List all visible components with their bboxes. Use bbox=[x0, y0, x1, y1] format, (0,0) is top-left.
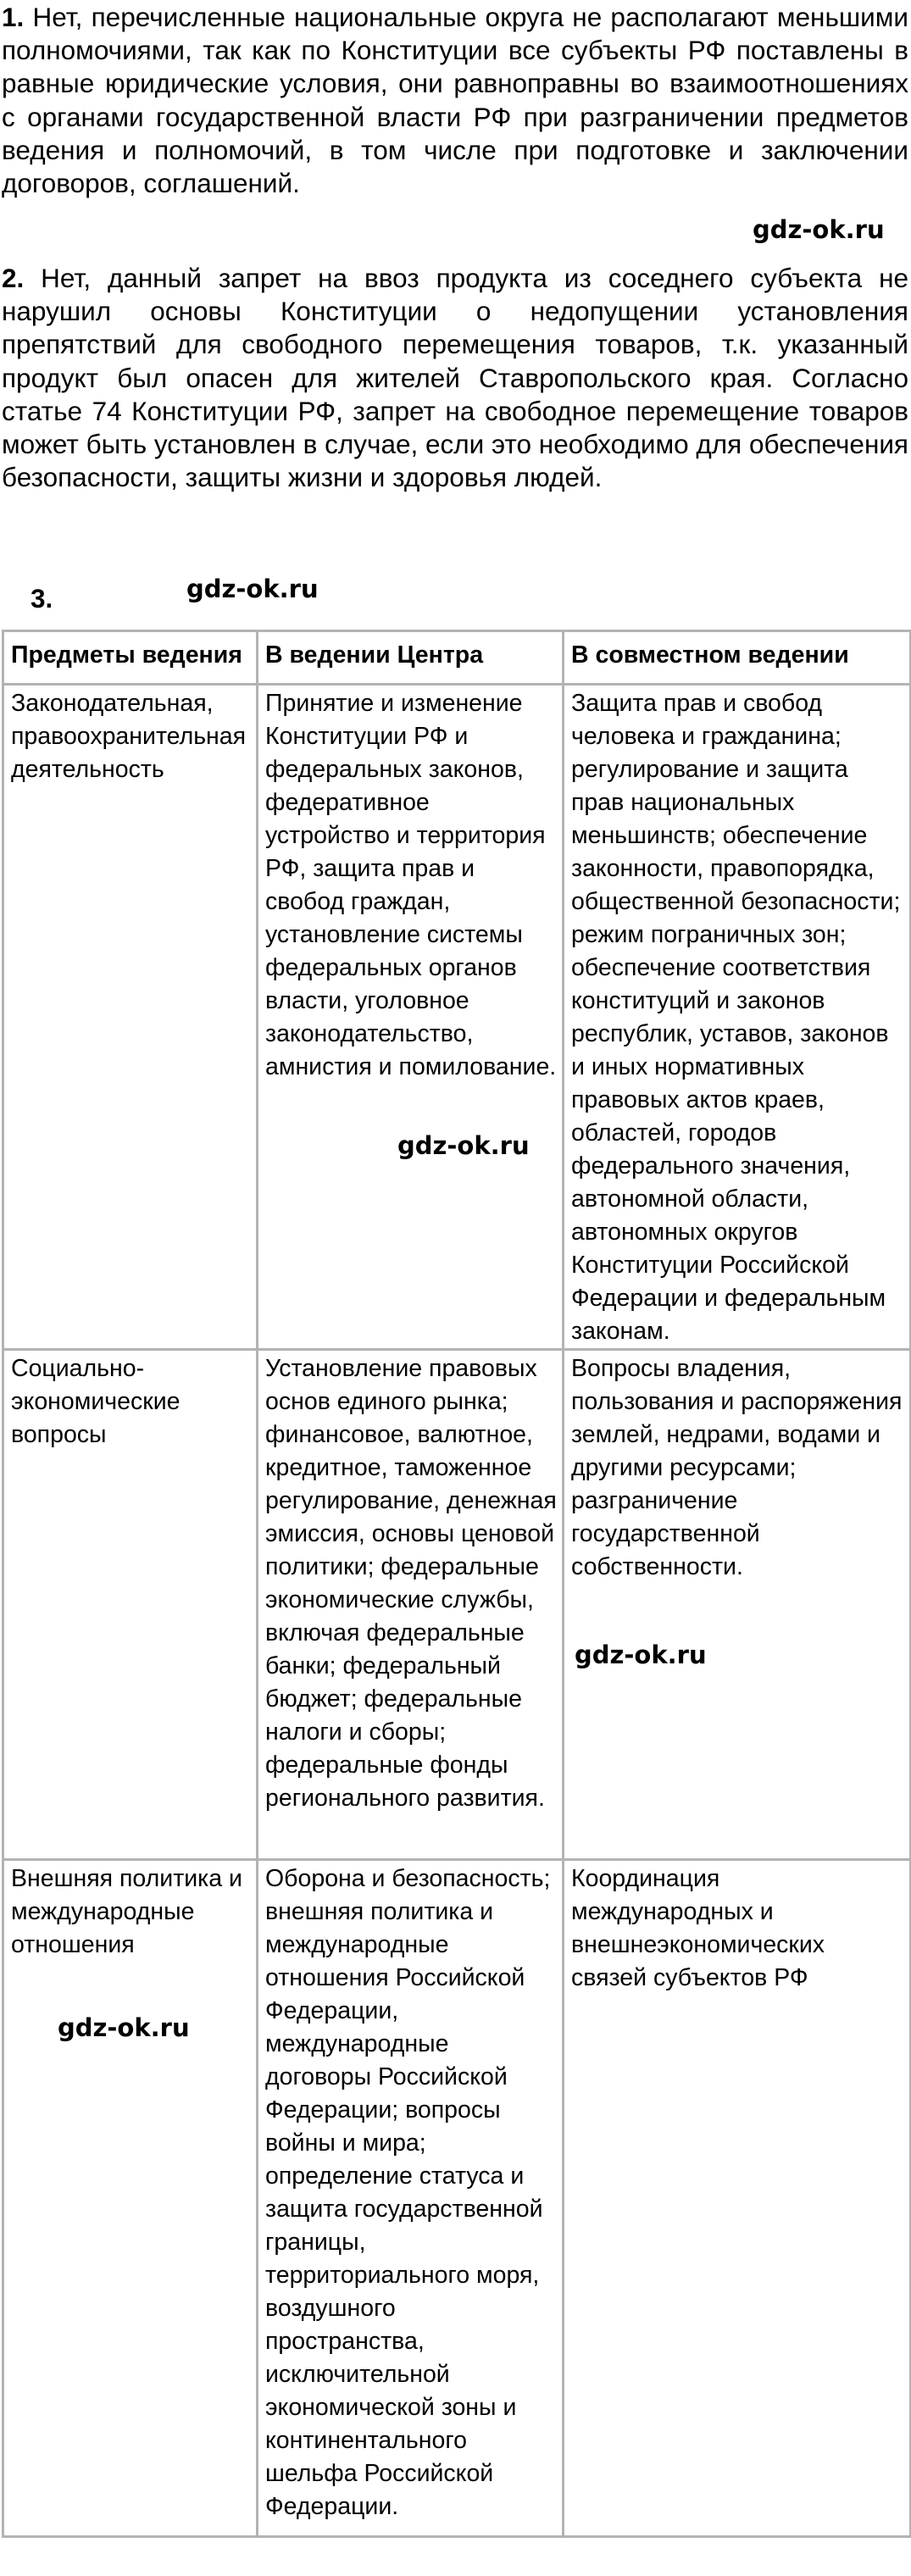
table-cell bbox=[564, 1350, 911, 1860]
cell-text: Социально-экономические вопросы bbox=[11, 1355, 181, 1448]
table-cell bbox=[3, 1350, 258, 1860]
watermark: gdz-ok.ru bbox=[397, 1131, 530, 1160]
table-cell bbox=[3, 1860, 258, 2537]
table-cell bbox=[258, 685, 564, 1350]
cell-text: Законодательная, правоохранительная деятельность bbox=[11, 690, 247, 783]
cell-text: Вопросы владения, пользования и распоряжения землей, недрами, водами и другими ресурсами; разграничение государственной собственности. bbox=[571, 1355, 903, 1580]
table-header-cell: В ведении Центра bbox=[258, 631, 564, 685]
watermark: gdz-ok.ru bbox=[575, 1641, 707, 1669]
table-header-cell: В совместном ведении bbox=[564, 631, 911, 685]
table-row bbox=[3, 1860, 911, 2537]
watermark: gdz-ok.ru bbox=[186, 575, 319, 603]
answer-paragraph-2 bbox=[2, 262, 908, 494]
table-cell bbox=[258, 1860, 564, 2537]
cell-text: Принятие и изменение Конституции РФ и федеральных законов, федеративное устройство и территория РФ, защита прав и свобод граждан, установление системы федеральных органов власти, уголовное законодательство, амнистия и помилование. bbox=[265, 690, 557, 1080]
cell-text: Координация международных и внешнеэкономических связей субъектов РФ bbox=[571, 1865, 825, 1991]
watermark: gdz-ok.ru bbox=[58, 2013, 190, 2042]
table-cell bbox=[564, 1860, 911, 2537]
cell-text: Защита прав и свобод человека и гражданина; регулирование и защита прав национальных меньшинств; обеспечение законности, правопорядка, общественной безопасности; режим пограничных зон; обеспечение соответствия конституций и законов республик, уставов, законов и иных нормативных правовых актов краев, областей, городов федерального значения, автономной области, автономных округов Конституции Российской Федерации и федеральным законам. bbox=[571, 690, 901, 1345]
table-row bbox=[3, 685, 911, 1350]
subjects-of-jurisdiction-table bbox=[2, 630, 911, 2538]
answer-paragraph-1 bbox=[2, 1, 908, 200]
table-row bbox=[3, 1350, 911, 1860]
table-cell bbox=[3, 685, 258, 1350]
table-header-cell: Предметы ведения bbox=[3, 631, 258, 685]
answer-text-2: Нет, данный запрет на ввоз продукта из соседнего субъекта не нарушил основы Конституции о недопущении установления препятствий для свободного перемещения товаров, т.к. указанный продукт был опасен для жителей Ставропольского края. Согласно статье 74 Конституции РФ, запрет на свободное перемещение товаров может быть установлен в случае, если это необходимо для обеспечения безопасности, защиты жизни и здоровья людей. bbox=[2, 263, 908, 493]
answer-number-2: 2. bbox=[2, 263, 25, 293]
table-cell bbox=[258, 1350, 564, 1860]
answer-number-1: 1. bbox=[2, 2, 25, 32]
answer-number-3: 3. bbox=[31, 583, 53, 613]
cell-text: Оборона и безопасность; внешняя политика и международные отношения Российской Федерации, международные договоры Российской Федерации; вопросы войны и мира; определение статуса и защита государственной границы, территориального моря, воздушного пространства, исключительной экономической зоны и континентального шельфа Российской Федерации. bbox=[265, 1865, 551, 2520]
table-header-row bbox=[3, 631, 911, 685]
cell-text: Установление правовых основ единого рынка; финансовое, валютное, кредитное, таможенное регулирование, денежная эмиссия, основы ценовой политики; федеральные экономические службы, включая федеральные банки; федеральный бюджет; федеральные налоги и сборы; федеральные фонды регионального развития. bbox=[265, 1355, 557, 1812]
table-cell bbox=[564, 685, 911, 1350]
watermark: gdz-ok.ru bbox=[753, 215, 885, 244]
answer-text-1: Нет, перечисленные национальные округа не располагают меньшими полномочиями, так как по Конституции все субъекты РФ поставлены в равные юридические условия, они равноправны во взаимоотношениях с органами государственной власти РФ при разграничении предметов ведения и полномочий, в том числе при подготовке и заключении договоров, соглашений. bbox=[2, 2, 908, 199]
cell-text: Внешняя политика и международные отношения bbox=[11, 1865, 242, 1958]
